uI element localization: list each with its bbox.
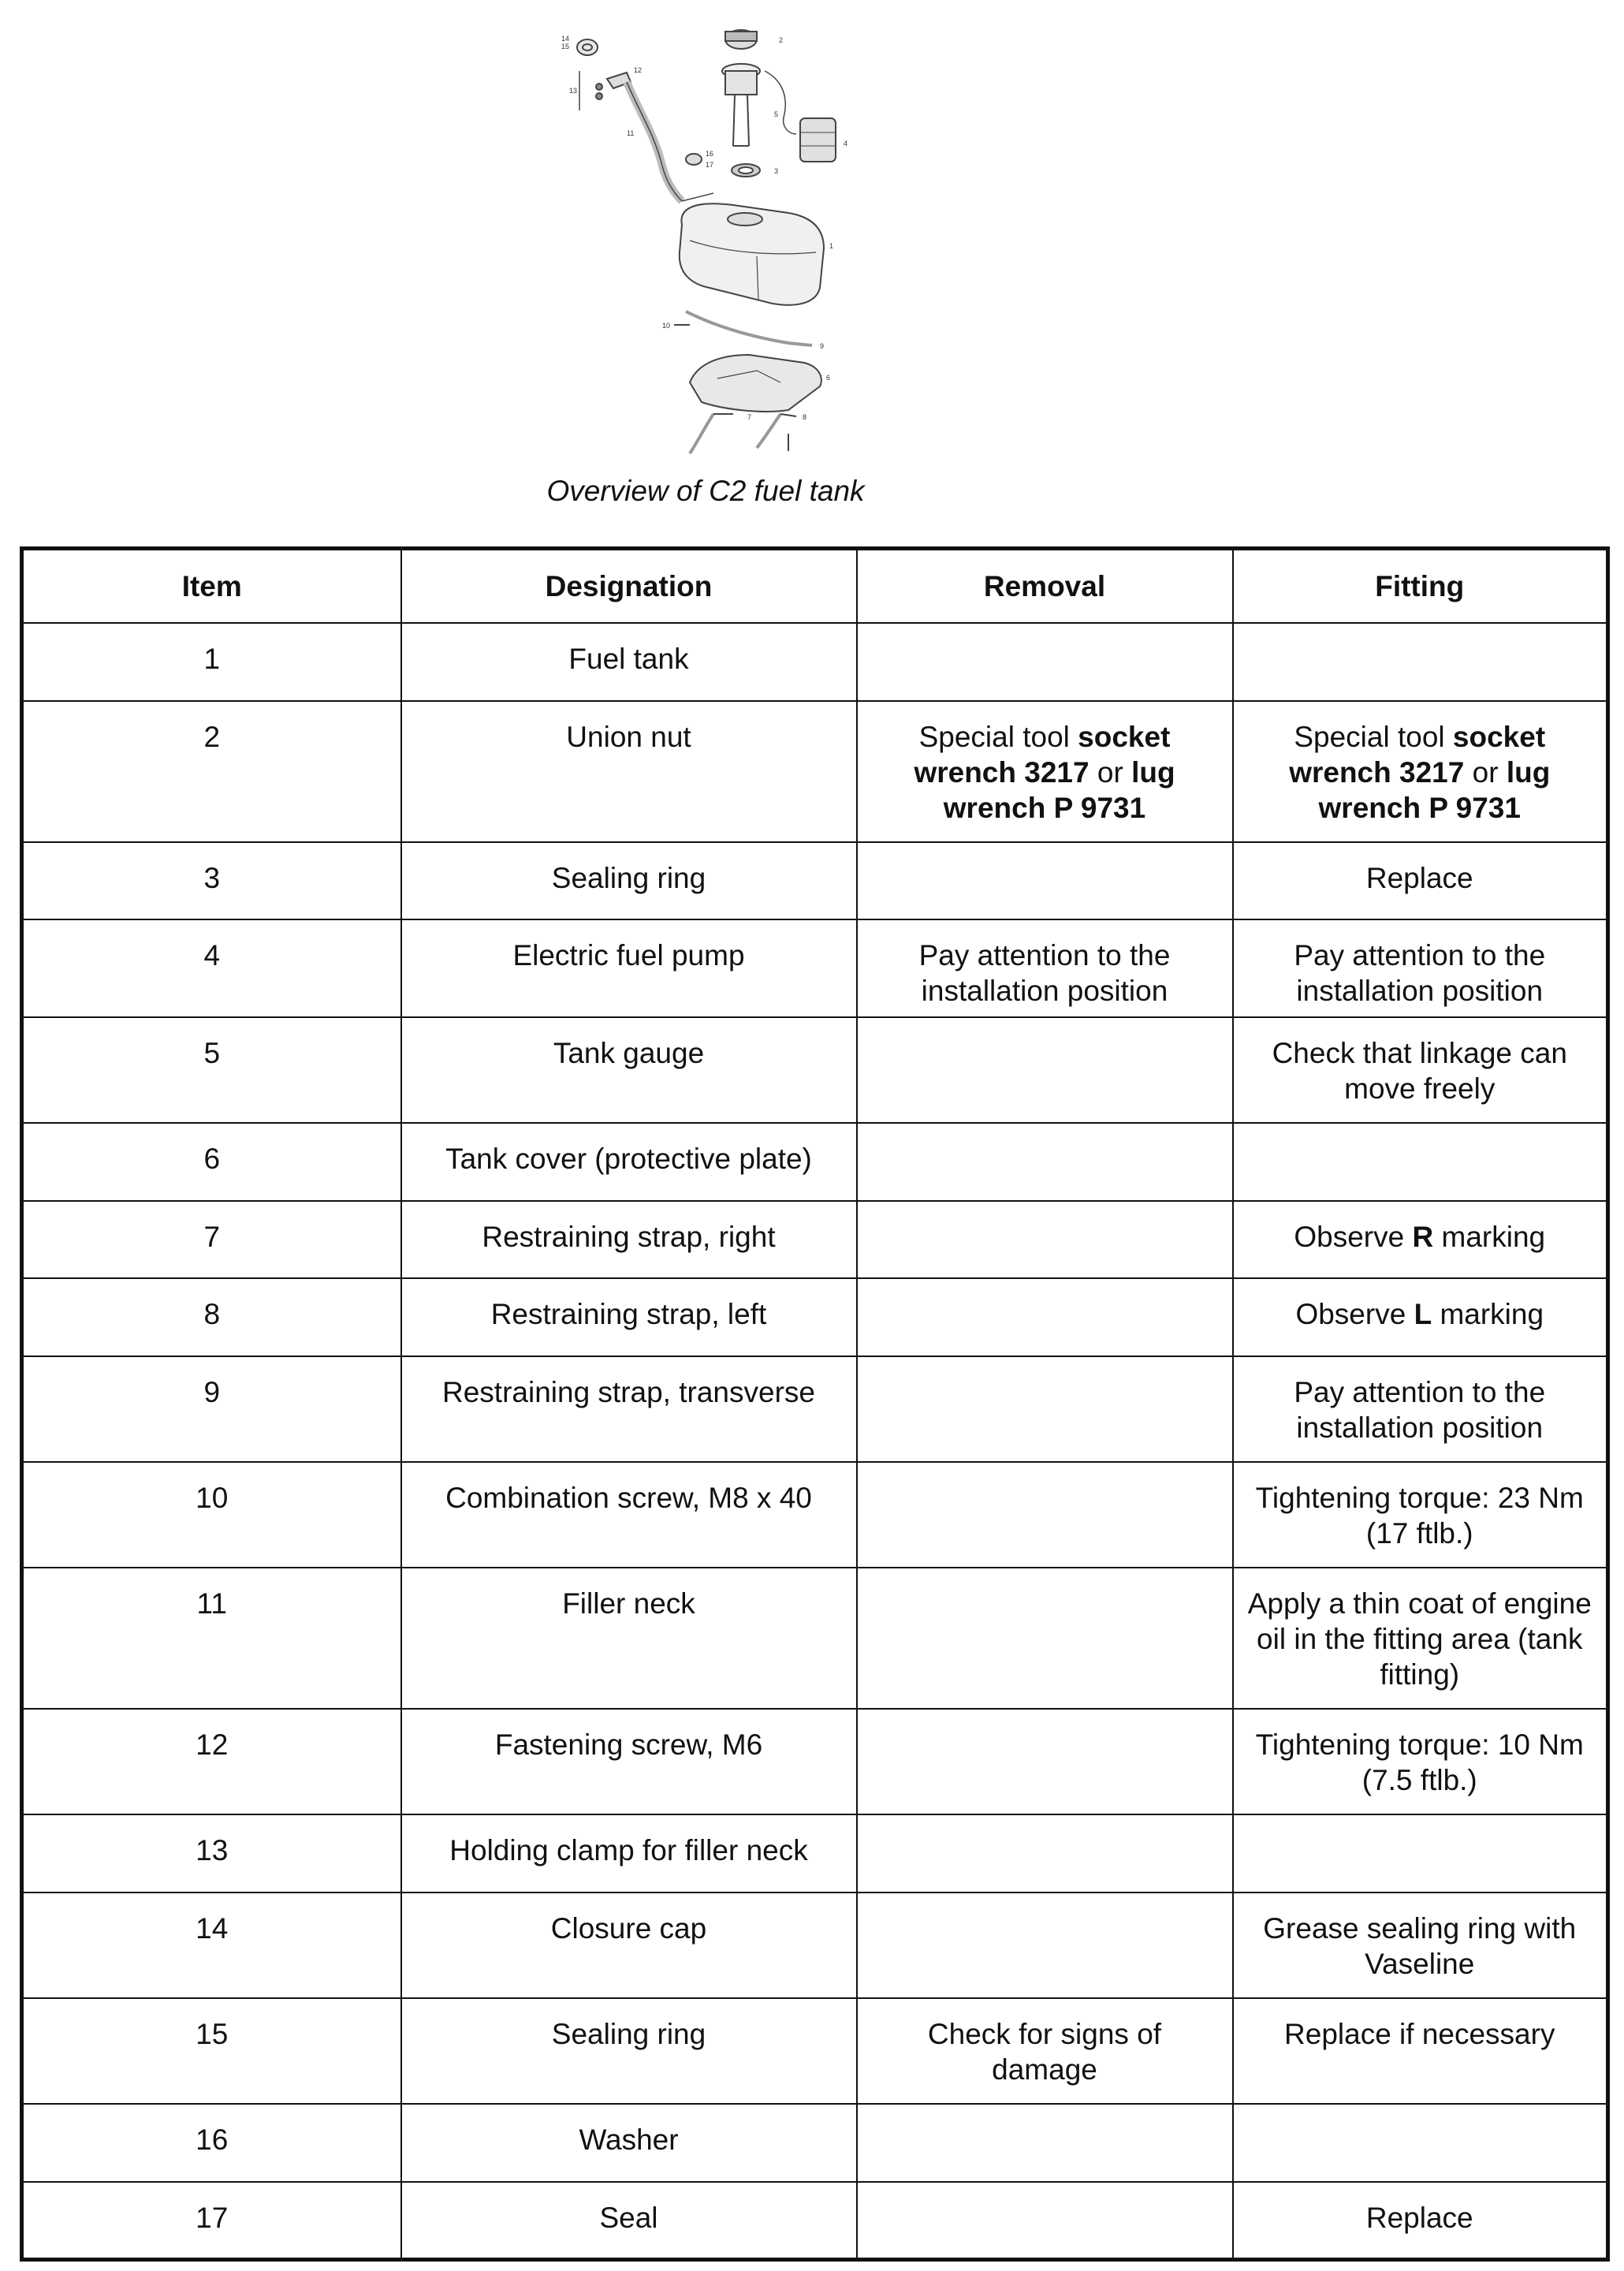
fitting-text: Observe: [1295, 1297, 1414, 1330]
fitting-cell: [1233, 1568, 1608, 1709]
removal-text: or: [1089, 755, 1132, 789]
removal-text: Check for signs of damage: [927, 2017, 1162, 2086]
fitting-text: Pay attention to the installation position: [1294, 1375, 1546, 1444]
fitting-cell: [1233, 1892, 1608, 1998]
item-cell: 8: [22, 1278, 401, 1356]
designation-cell: Union nut: [401, 701, 857, 842]
fitting-text: lug wrench P 9731: [1318, 755, 1551, 824]
callout-label: 12: [634, 66, 643, 74]
fitting-cell: [1233, 623, 1608, 701]
tank-gauge-part: [765, 71, 796, 134]
callout-label: 5: [774, 110, 779, 118]
removal-cell: [857, 842, 1233, 919]
fitting-text: marking: [1433, 1220, 1546, 1253]
item-cell: 13: [22, 1814, 401, 1892]
item-cell: 4: [22, 919, 401, 1017]
fitting-text: socket wrench 3217: [1289, 720, 1546, 789]
removal-cell: [857, 1017, 1233, 1123]
table-row: [22, 1892, 1608, 1998]
removal-cell: [857, 1201, 1233, 1278]
item-cell: 6: [22, 1123, 401, 1201]
removal-cell: [857, 1892, 1233, 1998]
callout-label: 6: [826, 374, 831, 382]
transverse-strap-part: [686, 311, 812, 345]
table-row: [22, 919, 1608, 1017]
column-header-item: Item: [22, 549, 401, 623]
removal-cell: [857, 1462, 1233, 1568]
item-cell: 7: [22, 1201, 401, 1278]
tank-cover-part: [690, 355, 821, 412]
designation-cell: Combination screw, M8 x 40: [401, 1462, 857, 1568]
callout-label: 16: [706, 150, 714, 158]
item-cell: 3: [22, 842, 401, 919]
removal-cell: [857, 1814, 1233, 1892]
callout-label: 8: [803, 413, 807, 421]
item-cell: 14: [22, 1892, 401, 1998]
table-row: [22, 2182, 1608, 2260]
fitting-text: Replace if necessary: [1284, 2017, 1555, 2050]
fitting-text: Pay attention to the installation position: [1294, 938, 1546, 1007]
table-row: [22, 1123, 1608, 1201]
designation-cell: Restraining strap, right: [401, 1201, 857, 1278]
callout-label: 2: [779, 36, 784, 44]
column-header-fitting: Fitting: [1233, 549, 1608, 623]
item-cell: 11: [22, 1568, 401, 1709]
removal-cell: [857, 1568, 1233, 1709]
designation-cell: Fuel tank: [401, 623, 857, 701]
item-cell: 10: [22, 1462, 401, 1568]
callout-label: 1: [829, 242, 834, 250]
item-cell: 15: [22, 1998, 401, 2104]
designation-cell: Tank gauge: [401, 1017, 857, 1123]
removal-cell: [857, 1278, 1233, 1356]
electric-fuel-pump-part: [800, 118, 836, 162]
removal-cell: [857, 919, 1233, 1017]
fitting-cell: [1233, 2182, 1608, 2260]
removal-text: socket wrench 3217: [914, 720, 1171, 789]
fitting-text: or: [1464, 755, 1507, 789]
designation-cell: Sealing ring: [401, 842, 857, 919]
removal-text: Pay attention to the installation position: [918, 938, 1171, 1007]
callout-label: 7: [747, 413, 752, 421]
fitting-text: Grease sealing ring with Vaseline: [1263, 1911, 1577, 1980]
fitting-cell: [1233, 842, 1608, 919]
fitting-cell: [1233, 2104, 1608, 2182]
figure-caption: Overview of C2 fuel tank: [546, 475, 865, 507]
fitting-text: R: [1412, 1220, 1434, 1253]
removal-cell: [857, 1998, 1233, 2104]
table-row: [22, 1814, 1608, 1892]
fitting-text: L: [1414, 1297, 1432, 1330]
fitting-text: Replace: [1365, 2201, 1473, 2234]
callout-label: 11: [627, 129, 635, 137]
table-row: [22, 1709, 1608, 1814]
fitting-text: marking: [1432, 1297, 1544, 1330]
fitting-text: Tightening torque: 23 Nm (17 ftlb.): [1255, 1481, 1584, 1549]
table-row: [22, 1017, 1608, 1123]
fitting-cell: [1233, 1278, 1608, 1356]
removal-cell: [857, 1709, 1233, 1814]
callout-label: 9: [820, 342, 825, 350]
fitting-cell: [1233, 701, 1608, 842]
fitting-cell: [1233, 1709, 1608, 1814]
designation-cell: Restraining strap, transverse: [401, 1356, 857, 1462]
column-header-removal: Removal: [857, 549, 1233, 623]
designation-cell: Washer: [401, 2104, 857, 2182]
designation-cell: Seal: [401, 2182, 857, 2260]
item-cell: 17: [22, 2182, 401, 2260]
removal-cell: [857, 623, 1233, 701]
callout-label: 13: [569, 87, 578, 95]
restraining-strap-right-part: [690, 414, 713, 453]
fuel-tank-drawing: [552, 16, 867, 457]
table-row: [22, 1568, 1608, 1709]
callout-label: 4: [844, 140, 848, 147]
designation-cell: Tank cover (protective plate): [401, 1123, 857, 1201]
fitting-cell: [1233, 1017, 1608, 1123]
removal-text: Special tool: [918, 720, 1078, 753]
fitting-cell: [1233, 919, 1608, 1017]
table-row: [22, 1462, 1608, 1568]
callout-label: 3: [774, 167, 779, 175]
callout-label: 15: [561, 43, 570, 50]
fitting-cell: [1233, 1356, 1608, 1462]
fitting-text: Observe: [1294, 1220, 1413, 1253]
fitting-text: Tightening torque: 10 Nm (7.5 ftlb.): [1255, 1728, 1584, 1796]
table-row: [22, 623, 1608, 701]
fitting-text: Special tool: [1294, 720, 1453, 753]
item-cell: 2: [22, 701, 401, 842]
fitting-text: Replace: [1365, 861, 1473, 894]
fuel-tank-exploded-diagram: [552, 16, 867, 457]
fitting-cell: [1233, 1201, 1608, 1278]
fitting-cell: [1233, 1814, 1608, 1892]
fitting-text: Apply a thin coat of engine oil in the fitting area (tank fitting): [1247, 1587, 1592, 1691]
washer-seal-part: [686, 154, 702, 165]
item-cell: 5: [22, 1017, 401, 1123]
closure-cap-part: [577, 39, 598, 55]
table-row: [22, 1356, 1608, 1462]
designation-cell: Electric fuel pump: [401, 919, 857, 1017]
parts-table: [20, 546, 1610, 2262]
table-row: [22, 1278, 1608, 1356]
removal-cell: [857, 2182, 1233, 2260]
table-row: [22, 701, 1608, 842]
callout-label: 14: [561, 35, 570, 43]
parts-table-body: [22, 623, 1608, 2260]
item-cell: 9: [22, 1356, 401, 1462]
item-cell: 1: [22, 623, 401, 701]
fitting-cell: [1233, 1123, 1608, 1201]
callout-label: 10: [662, 322, 671, 330]
fitting-text: Check that linkage can move freely: [1272, 1036, 1567, 1105]
table-row: [22, 842, 1608, 919]
callout-label: 17: [706, 161, 714, 169]
removal-cell: [857, 701, 1233, 842]
removal-cell: [857, 1123, 1233, 1201]
designation-cell: Filler neck: [401, 1568, 857, 1709]
table-row: [22, 2104, 1608, 2182]
designation-cell: Fastening screw, M6: [401, 1709, 857, 1814]
fitting-cell: [1233, 1462, 1608, 1568]
column-header-designation: Designation: [401, 549, 857, 623]
designation-cell: Sealing ring: [401, 1998, 857, 2104]
item-cell: 16: [22, 2104, 401, 2182]
designation-cell: Restraining strap, left: [401, 1278, 857, 1356]
fitting-cell: [1233, 1998, 1608, 2104]
removal-text: lug wrench P 9731: [943, 755, 1175, 824]
removal-cell: [857, 1356, 1233, 1462]
item-cell: 12: [22, 1709, 401, 1814]
removal-cell: [857, 2104, 1233, 2182]
designation-cell: Closure cap: [401, 1892, 857, 1998]
designation-cell: Holding clamp for filler neck: [401, 1814, 857, 1892]
restraining-strap-left-part: [757, 414, 780, 448]
table-header-row: [22, 549, 1608, 623]
table-row: [22, 1201, 1608, 1278]
table-row: [22, 1998, 1608, 2104]
